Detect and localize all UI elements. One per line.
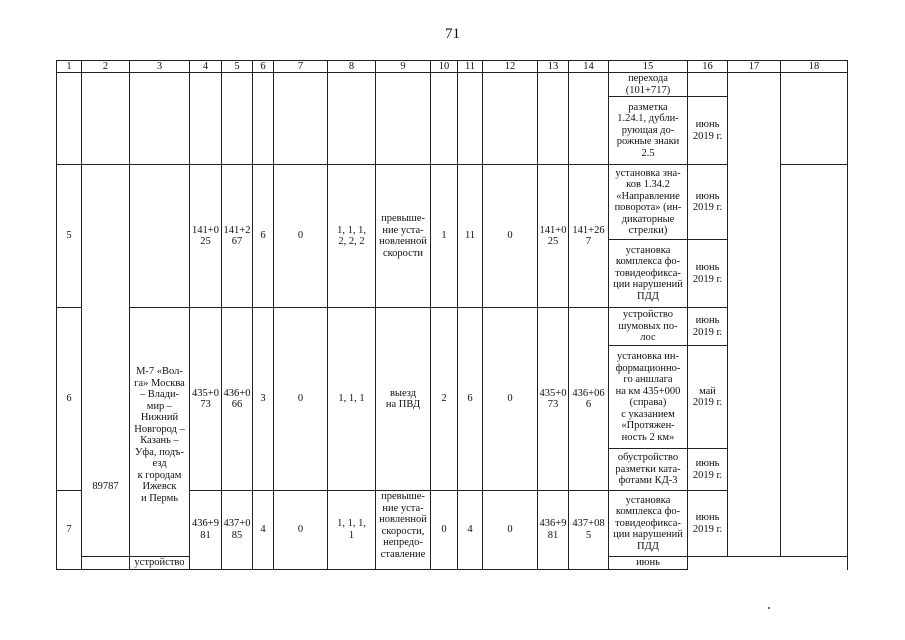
col13-cell: 141+0 25 [538, 165, 569, 308]
cell-empty [458, 73, 483, 165]
col12-cell: 0 [483, 165, 538, 308]
col-header: 3 [130, 61, 190, 73]
col-header: 4 [190, 61, 222, 73]
date-cell: июнь 2019 г. [688, 165, 728, 240]
road-name-cell: М-7 «Вол- га» Москва – Влади- мир – Нижний Новгород – Казань – Уфа, подъ- езд к городам Ижевск и Пермь [130, 308, 190, 557]
cell-empty [82, 73, 130, 165]
cell-empty [538, 73, 569, 165]
km-end-cell: 437+0 85 [222, 491, 253, 570]
codes-cell: 1, 1, 1, 1 [328, 491, 376, 570]
dead-count-cell: 0 [274, 308, 328, 491]
table-row [57, 73, 848, 97]
measure-cell: установка зна- ков 1.34.2 «Направление поворота» (ин- дикаторные стрелки) [609, 165, 688, 240]
scan-speck [768, 607, 770, 609]
cell-empty [781, 73, 848, 165]
col17-cell [728, 73, 781, 557]
cell-empty [328, 73, 376, 165]
col13-cell: 436+9 81 [538, 491, 569, 570]
column-number-row [57, 61, 848, 73]
dead-count-cell: 0 [274, 165, 328, 308]
col10-cell: 2 [431, 308, 458, 491]
cell-empty [82, 557, 130, 570]
cell-empty [222, 73, 253, 165]
col-header: 2 [82, 61, 130, 73]
col-header: 1 [57, 61, 82, 73]
cell-empty [376, 73, 431, 165]
col14-cell: 437+08 5 [569, 491, 609, 570]
dead-count-cell: 0 [274, 491, 328, 570]
col-header: 12 [483, 61, 538, 73]
cell-empty [130, 73, 190, 165]
col-header: 14 [569, 61, 609, 73]
date-cell: июнь 2019 г. [688, 308, 728, 346]
col-header: 8 [328, 61, 376, 73]
row-number: 6 [57, 308, 82, 491]
date-cell: июнь 2019 г. [688, 240, 728, 308]
date-cell: июнь 2019 г. [688, 449, 728, 491]
cell-empty [190, 73, 222, 165]
col12-cell: 0 [483, 491, 538, 570]
col-header: 9 [376, 61, 431, 73]
col14-cell: 436+06 6 [569, 308, 609, 491]
col12-cell: 0 [483, 308, 538, 491]
km-end-cell: 141+2 67 [222, 165, 253, 308]
measure-cell: перехода (101+717) [609, 73, 688, 97]
measure-cell: установка ин- формационно- го аншлага на км 435+000 (справа) с указанием «Протяжен- ность 2 км» [609, 346, 688, 449]
cause-cell: превыше- ние уста- новленной скорости [376, 165, 431, 308]
col11-cell: 11 [458, 165, 483, 308]
measure-cell: разметка 1.24.1, дубли- рующая до- рожные знаки 2.5 [609, 97, 688, 165]
col-header: 13 [538, 61, 569, 73]
date-cell: июнь 2019 г. [688, 491, 728, 557]
dtp-count-cell: 3 [253, 308, 274, 491]
km-end-cell: 436+0 66 [222, 308, 253, 491]
measure-cell: установка комплекса фо- товидеофикса- ции нарушений ПДД [609, 491, 688, 557]
page-number: 71 [445, 26, 460, 42]
col-header: 6 [253, 61, 274, 73]
road-safety-table [56, 60, 848, 570]
col-header: 18 [781, 61, 848, 73]
date-cell: июнь 2019 г. [688, 97, 728, 165]
col11-cell: 6 [458, 308, 483, 491]
col-header: 11 [458, 61, 483, 73]
cell-empty [483, 73, 538, 165]
dtp-count-cell: 6 [253, 165, 274, 308]
row-number: 7 [57, 491, 82, 570]
cell-empty [274, 73, 328, 165]
col-header: 16 [688, 61, 728, 73]
cause-cell: выезд на ПВД [376, 308, 431, 491]
cell-empty [253, 73, 274, 165]
col-header: 10 [431, 61, 458, 73]
col-header: 15 [609, 61, 688, 73]
codes-cell: 1, 1, 1 [328, 308, 376, 491]
measure-cell: обустройство разметки ката- фотами КД-3 [609, 449, 688, 491]
col10-cell: 1 [431, 165, 458, 308]
cell-empty [569, 73, 609, 165]
col-header: 7 [274, 61, 328, 73]
cell-empty [57, 73, 82, 165]
col10-cell: 0 [431, 491, 458, 570]
road-code-cell: 89787 [82, 165, 130, 557]
col11-cell: 4 [458, 491, 483, 570]
col-header: 17 [728, 61, 781, 73]
km-start-cell: 141+0 25 [190, 165, 222, 308]
km-start-cell: 435+0 73 [190, 308, 222, 491]
cell-empty [688, 73, 728, 97]
km-start-cell: 436+9 81 [190, 491, 222, 570]
col14-cell: 141+26 7 [569, 165, 609, 308]
cell-empty [130, 165, 190, 308]
date-cell: май 2019 г. [688, 346, 728, 449]
date-cell: июнь [609, 557, 688, 570]
col-header: 5 [222, 61, 253, 73]
col18-cell [781, 165, 848, 557]
cell-empty [431, 73, 458, 165]
measure-cell: устройство [130, 557, 190, 570]
cause-cell: превыше- ние уста- новленной скорости, непредо- ставление [376, 491, 431, 570]
codes-cell: 1, 1, 1, 2, 2, 2 [328, 165, 376, 308]
row-number: 5 [57, 165, 82, 308]
col13-cell: 435+0 73 [538, 308, 569, 491]
dtp-count-cell: 4 [253, 491, 274, 570]
measure-cell: устройство шумовых по- лос [609, 308, 688, 346]
measure-cell: установка комплекса фо- товидеофикса- ции нарушений ПДД [609, 240, 688, 308]
